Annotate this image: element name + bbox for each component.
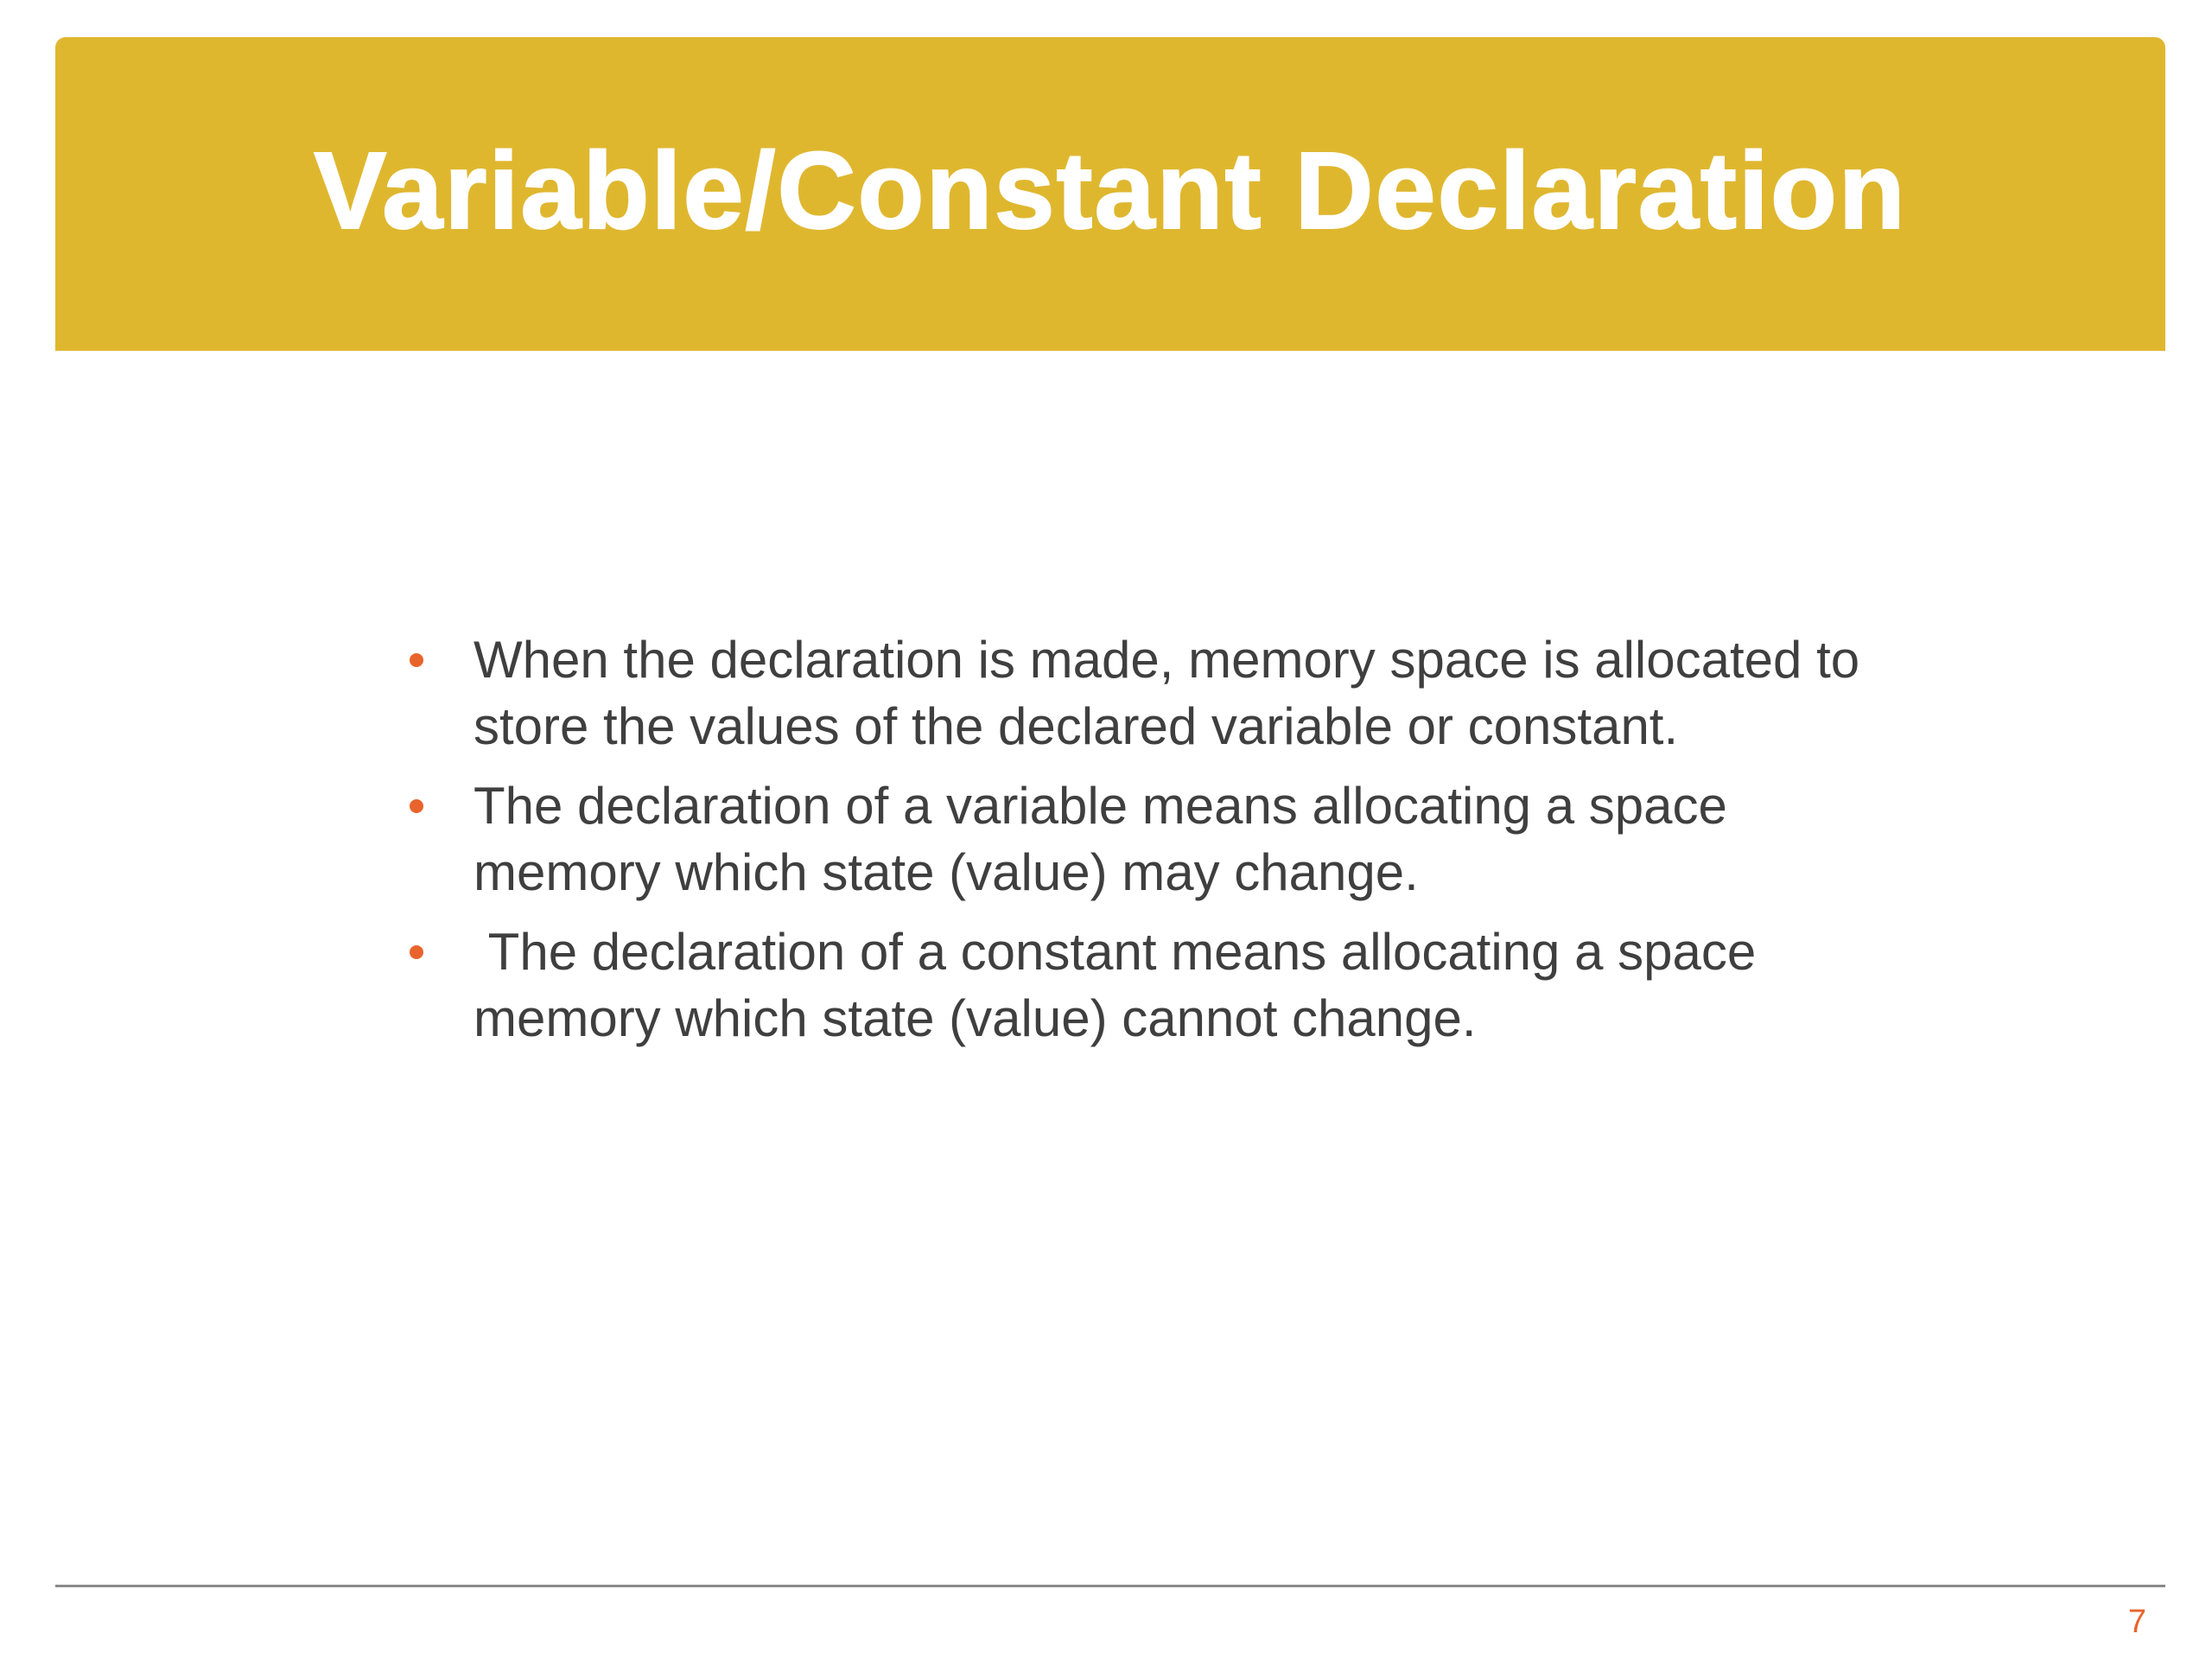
bullet-dot-icon (410, 945, 423, 959)
page-number: 7 (2127, 1604, 2146, 1640)
bullet-dot-icon (410, 653, 423, 667)
footer-divider (55, 1585, 2165, 1587)
bullet-text: The declaration of a variable means allocating a space memory which state (value) may change. (474, 777, 1727, 901)
bullet-item (406, 772, 1875, 906)
bullet-dot-icon (410, 799, 423, 813)
bullet-item (406, 626, 1875, 760)
bullet-text: When the declaration is made, memory space is allocated to store the values of the declared variable or constant. (474, 631, 1860, 755)
bullet-list (406, 626, 1875, 1065)
bullet-item (406, 918, 1875, 1052)
bullet-text: The declaration of a constant means allocating a space memory which state (value) cannot change. (474, 923, 1770, 1047)
title-bar (55, 37, 2165, 351)
slide-title: Variable/Constant Declaration (314, 129, 1907, 251)
